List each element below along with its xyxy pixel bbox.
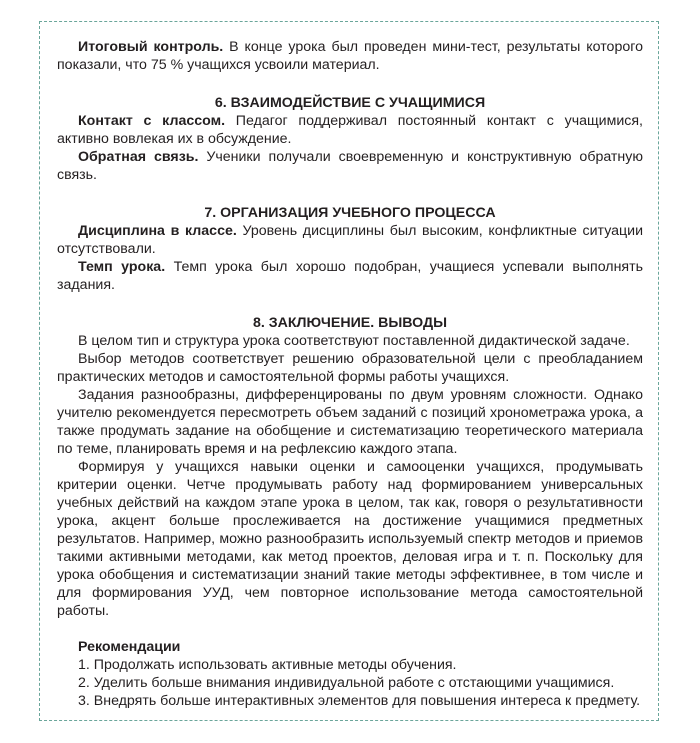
contact-text: Педагог поддерживал постоянный контакт с учащимися, активно вовлекая их в обсуждение. bbox=[57, 113, 643, 147]
section-7-heading: 7. ОРГАНИЗАЦИЯ УЧЕБНОГО ПРОЦЕССА bbox=[204, 205, 496, 221]
document-body bbox=[57, 38, 643, 710]
discipline-label: Дисциплина в классе. bbox=[78, 223, 237, 239]
conclusion-paragraph-1: В целом тип и структура урока соответствуют поставленной дидактической задаче. bbox=[78, 333, 630, 349]
final-control-paragraph bbox=[57, 38, 643, 74]
discipline-paragraph bbox=[57, 222, 643, 258]
contact-paragraph bbox=[57, 112, 643, 148]
recommendation-item-3: 3. Внедрять больше интерактивных элементов для повышения интереса к предмету. bbox=[78, 693, 641, 709]
contact-label: Контакт с классом. bbox=[78, 113, 226, 129]
pace-paragraph bbox=[57, 258, 643, 294]
discipline-text: Уровень дисциплины был высоким, конфликтные ситуации отсутствовали. bbox=[57, 223, 643, 257]
conclusion-paragraph-2: Выбор методов соответствует решению образовательной цели с преобладанием практических методов и самостоятельной формы работы учащихся. bbox=[57, 351, 643, 385]
conclusion-paragraph-4: Формируя у учащихся навыки оценки и самооценки учащихся, продумывать критерии оценки. Четче продумывать работу над формированием универсальных учебных действий на каждом этапе урока в целом, так как, говоря о результативности урока, акцент больше прослеживается на достижение учащимися предметных результатов. Например, можно разнообразить используемый спектр методов и приемов такими активными методами, как метод проектов, деловая игра и т. п. Поскольку для урока обобщения и систематизации знаний такие методы эффективнее, в том числе и для формирования УУД, чем повторное использование метода самостоятельной работы. bbox=[57, 459, 643, 619]
pace-text: Темп урока был хорошо подобран, учащиеся успевали выполнять задания. bbox=[57, 259, 643, 293]
final-control-label: Итоговый контроль. bbox=[78, 39, 224, 55]
final-control-text: В конце урока был проведен мини-тест, результаты которого показали, что 75 % учащихся усвоили материал. bbox=[57, 39, 643, 73]
feedback-text: Ученики получали своевременную и конструктивную обратную связь. bbox=[57, 149, 643, 183]
feedback-paragraph bbox=[57, 148, 643, 184]
section-6-heading: 6. ВЗАИМОДЕЙСТВИЕ С УЧАЩИМИСЯ bbox=[214, 95, 486, 111]
feedback-label: Обратная связь. bbox=[78, 149, 199, 165]
conclusion-paragraph-3: Задания разнообразны, дифференцированы по двум уровням сложности. Однако учителю рекомендуется пересмотреть объем заданий с позиций хронометража урока, а также продумать задание на обобщение и систематизацию теоретического материала по теме, планировать время и на рефлексию каждого этапа. bbox=[57, 387, 643, 457]
pace-label: Темп урока. bbox=[78, 259, 166, 275]
recommendation-item-2: 2. Уделить больше внимания индивидуальной работе с отстающими учащимися. bbox=[78, 675, 615, 691]
recommendation-item-1: 1. Продолжать использовать активные методы обучения. bbox=[78, 657, 457, 673]
section-8-heading: 8. ЗАКЛЮЧЕНИЕ. ВЫВОДЫ bbox=[252, 315, 448, 331]
recommendations-title: Рекомендации bbox=[78, 639, 181, 655]
